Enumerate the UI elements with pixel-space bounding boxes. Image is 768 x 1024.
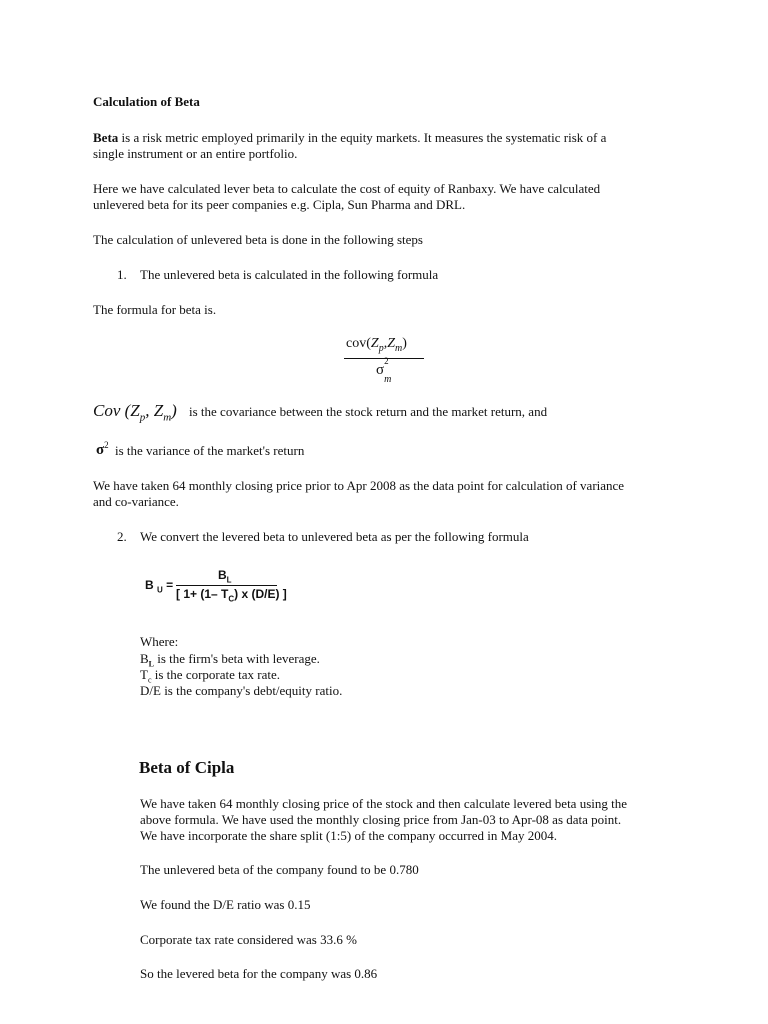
variance-symbol: $\sigma^2$ (96, 440, 109, 458)
where-label: Where: (140, 634, 179, 649)
cov-definition: is the covariance between the stock return and the market return, and (189, 404, 548, 419)
step2-number: 2. (117, 529, 127, 544)
step2-text: We convert the levered beta to unlevered beta as per the following formula (140, 529, 529, 544)
step1-number: 1. (117, 267, 127, 282)
where-de: D/E is the company's debt/equity ratio. (140, 683, 343, 698)
cipla-unlevered: The unlevered beta of the company found to be 0.780 (140, 862, 419, 877)
variance-definition: is the variance of the market's return (115, 443, 305, 458)
para2-line-2: unlevered beta for its peer companies e.g. Cipla, Sun Pharma and DRL. (93, 197, 466, 212)
para3-line-1: We have taken 64 monthly closing price prior to Apr 2008 as the data point for calculation of variance (93, 478, 625, 493)
cov-symbol: Cov ($Z_p$, $Z_m$) (93, 401, 177, 424)
cipla-line-2: above formula. We have used the monthly closing price from Jan-03 to Apr-08 as data point. (140, 812, 622, 827)
formula1-numerator: $cov(Z_p,Z_m)$ (346, 336, 407, 354)
step1-text: The unlevered beta is calculated in the following formula (140, 267, 439, 282)
formula2-denominator: [ 1+ (1– $T_C$) x (D/E) ] (176, 587, 287, 604)
page-title: Calculation of Beta (93, 94, 200, 109)
cipla-levered: So the levered beta for the company was 0.86 (140, 966, 378, 981)
formula2-fraction-bar (176, 585, 277, 586)
formula-intro: The formula for beta is. (93, 302, 217, 317)
beta-term: Beta (93, 130, 119, 145)
para3-line-2: and co-variance. (93, 494, 179, 509)
formula2-lhs: B $_U$ = (145, 578, 174, 595)
formula1-denominator: σ 2 $_m$ (376, 356, 392, 385)
cipla-heading: Beta of Cipla (139, 758, 235, 777)
para2-line-1: Here we have calculated lever beta to calculate the cost of equity of Ranbaxy. We have calculated (93, 181, 601, 196)
where-bl: $B_L$ is the firm's beta with leverage. (140, 651, 320, 669)
formula2-numerator: $B_L$ (218, 568, 232, 585)
where-tc: $T_c$ is the corporate tax rate. (140, 667, 281, 685)
intro-line-2: single instrument or an entire portfolio. (93, 146, 298, 161)
cipla-tax: Corporate tax rate considered was 33.6 % (140, 932, 357, 947)
intro-line-1: Beta is a risk metric employed primarily in the equity markets. It measures the systematic risk of a (93, 130, 607, 145)
cipla-line-1: We have taken 64 monthly closing price of the stock and then calculate levered beta using the (140, 796, 628, 811)
cipla-line-3: We have incorporate the share split (1:5) of the company occurred in May 2004. (140, 828, 557, 843)
cipla-de: We found the D/E ratio was 0.15 (140, 897, 311, 912)
steps-intro: The calculation of unlevered beta is done in the following steps (93, 232, 423, 247)
